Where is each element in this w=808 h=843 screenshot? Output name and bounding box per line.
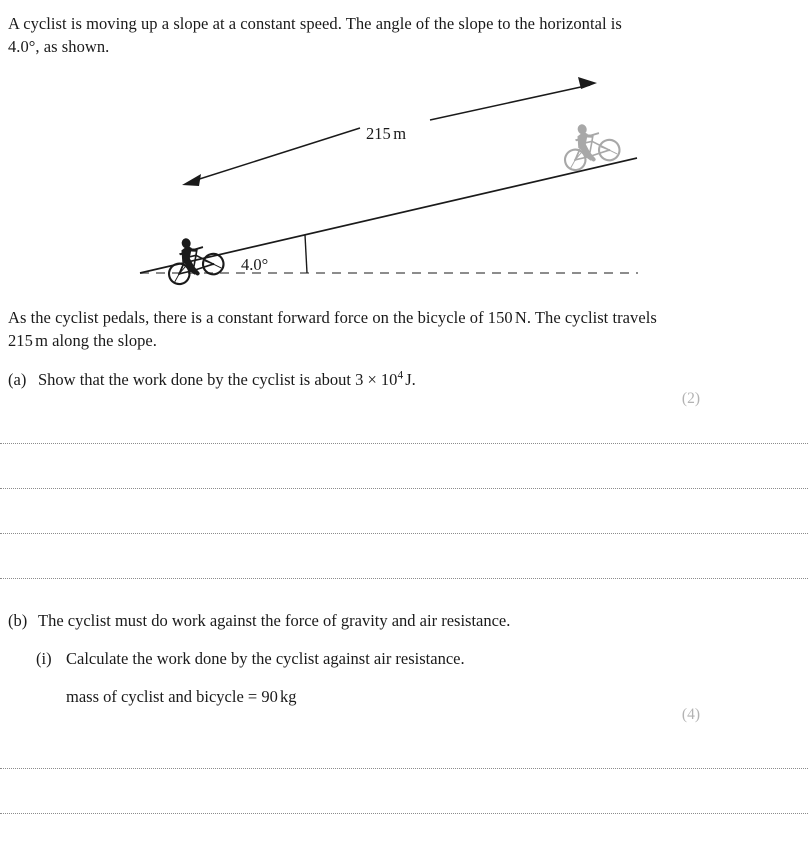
part-a-exponent: 4 <box>397 369 404 382</box>
slope-line <box>140 158 637 273</box>
answer-rule <box>0 768 808 770</box>
distance-arrow-right-segment <box>430 85 590 120</box>
angle-label: 4.0° <box>241 255 269 274</box>
answer-rule <box>0 813 808 815</box>
part-a-label: (a) <box>8 370 27 389</box>
part-b-i-label: (i) <box>36 649 52 668</box>
given-data-mass-unit: kg <box>280 687 297 706</box>
force-paragraph-unit1: N. The <box>514 308 561 327</box>
answer-rule <box>0 488 808 490</box>
angle-vertical-tick <box>305 235 307 273</box>
distance-label: 215 m <box>366 124 407 143</box>
part-b-label: (b) <box>8 611 28 630</box>
part-b-i-text: Calculate the work done by the cyclist against air resistance. <box>66 649 465 668</box>
part-a-text <box>38 368 688 391</box>
intro-paragraph: A cyclist is moving up a slope at a constant speed. The angle of the slope to the horizontal is 4.0°, as shown. <box>8 14 622 56</box>
marks-part-b-i: (4) <box>681 706 700 723</box>
answer-rule <box>0 443 808 445</box>
part-a-text-after: J. <box>405 370 416 389</box>
distance-arrow-right-head <box>578 77 597 89</box>
force-paragraph-line2: cyclist travels 215 <box>8 308 657 350</box>
given-data-mass-text: mass of cyclist and bicycle = 90 <box>66 687 278 706</box>
cyclist-start <box>162 231 226 286</box>
distance-arrow-left-head <box>182 174 201 186</box>
given-data-mass <box>66 685 297 708</box>
answer-rule <box>0 533 808 535</box>
answer-rule <box>0 578 808 580</box>
distance-arrow-left-segment <box>190 128 360 182</box>
question-part-a <box>8 368 688 391</box>
slope-cyclist-diagram <box>0 60 808 295</box>
marks-part-a: (2) <box>681 390 700 407</box>
force-paragraph-line1: As the cyclist pedals, there is a constant forward force on the bicycle of 150 <box>8 308 513 327</box>
part-b-text: The cyclist must do work against the force of gravity and air resistance. <box>38 611 511 630</box>
part-a-text-before: Show that the work done by the cyclist is about 3 × 10 <box>38 370 398 389</box>
force-paragraph-unit2: m along the slope. <box>35 331 157 350</box>
question-part-b <box>8 609 688 632</box>
question-part-b-i <box>36 647 696 670</box>
force-paragraph <box>8 306 668 352</box>
